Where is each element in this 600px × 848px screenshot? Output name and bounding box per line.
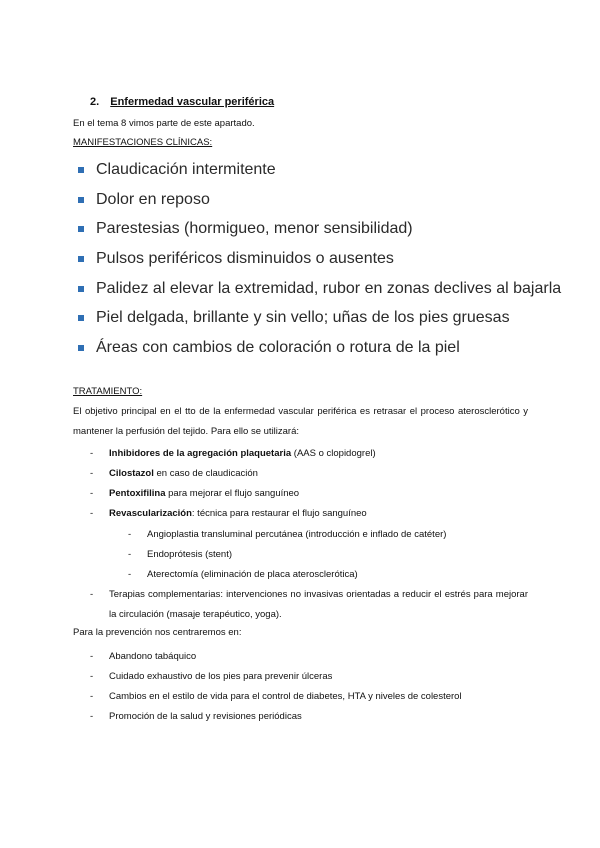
manifestaciones-list [78,155,561,363]
section-number: 2. [90,96,100,108]
list-item [78,155,561,185]
dash-bullet: - [90,589,94,600]
list-item-text: Claudicación intermitente [96,160,276,178]
tratamiento-heading: TRATAMIENTO: [73,386,143,397]
list-item-text: Pulsos periféricos disminuidos o ausentes [96,249,394,267]
list-item-text: Terapias complementarias: intervenciones no invasivas orientadas a reducir el estrés para mejorar la circulación (masaje terapéutico, yoga). [109,589,528,620]
list-item-text: : técnica para restaurar el flujo sanguíneo [191,508,367,519]
intro-text: En el tema 8 vimos parte de este apartado. [73,118,255,129]
list-item [90,444,528,464]
list-item [78,303,561,333]
list-item [128,545,528,565]
prevencion-intro: Para la prevención nos centraremos en: [73,627,242,638]
dash-bullet: - [90,671,94,682]
list-item-text: Angioplastia transluminal percutánea (introducción e inflado de catéter) [147,529,447,540]
square-bullet-icon [78,345,84,351]
list-item-bold: Inhibidores de la agregación plaquetaria [109,448,292,459]
dash-bullet: - [128,569,132,580]
list-item [90,504,528,524]
list-item-text: Abandono tabáquico [109,651,197,662]
list-item [128,525,528,545]
dash-bullet: - [90,468,94,479]
list-item [90,647,528,667]
list-item [90,667,528,687]
square-bullet-icon [78,226,84,232]
revascularizacion-sublist [128,525,528,585]
square-bullet-icon [78,197,84,203]
manifestaciones-heading: MANIFESTACIONES CLÍNICAS: [73,137,213,148]
list-item-bold: Pentoxifilina [109,488,166,499]
list-item-text: Cuidado exhaustivo de los pies para prevenir úlceras [109,671,333,682]
square-bullet-icon [78,256,84,262]
list-item-text: Promoción de la salud y revisiones periódicas [109,711,302,722]
list-item [90,585,528,625]
prevencion-list [90,647,528,727]
dash-bullet: - [90,651,94,662]
list-item-text: Dolor en reposo [96,190,210,208]
list-item-text: (AAS o clopidogrel) [291,448,376,459]
tratamiento-paragraph: El objetivo principal en el tto de la enfermedad vascular periférica es retrasar el proceso aterosclerótico y mantener la perfusión del tejido. Para ello se utilizará: [73,406,528,437]
list-item [90,687,528,707]
section-heading [90,96,274,108]
dash-bullet: - [128,529,132,540]
list-item-text: Endoprótesis (stent) [147,549,233,560]
list-item-text: Piel delgada, brillante y sin vello; uñas de los pies gruesas [96,309,510,327]
list-item-text: Aterectomía (eliminación de placa aterosclerótica) [147,569,358,580]
list-item [90,707,528,727]
dash-bullet: - [90,448,94,459]
list-item [128,565,528,585]
list-item-bold: Cilostazol [109,468,154,479]
list-item-text: Parestesias (hormigueo, menor sensibilidad) [96,220,413,238]
list-item [78,333,561,363]
square-bullet-icon [78,167,84,173]
list-item [90,464,528,484]
tratamiento-list [90,444,528,524]
list-item [78,185,561,215]
complementarias-list [90,585,528,625]
dash-bullet: - [90,691,94,702]
square-bullet-icon [78,315,84,321]
list-item-text: Áreas con cambios de coloración o rotura de la piel [96,338,460,356]
list-item [78,274,561,304]
list-item [78,214,561,244]
section-title: Enfermedad vascular periférica [110,96,275,108]
dash-bullet: - [90,508,94,519]
dash-bullet: - [90,711,94,722]
list-item-text: Cambios en el estilo de vida para el control de diabetes, HTA y niveles de colesterol [109,691,462,702]
list-item-text: en caso de claudicación [153,468,258,479]
list-item-text: Palidez al elevar la extremidad, rubor en zonas declives al bajarla [96,279,562,297]
list-item [78,244,561,274]
square-bullet-icon [78,286,84,292]
list-item-bold: Revascularización [109,508,192,519]
list-item [90,484,528,504]
dash-bullet: - [90,488,94,499]
dash-bullet: - [128,549,132,560]
list-item-text: para mejorar el flujo sanguíneo [165,488,300,499]
